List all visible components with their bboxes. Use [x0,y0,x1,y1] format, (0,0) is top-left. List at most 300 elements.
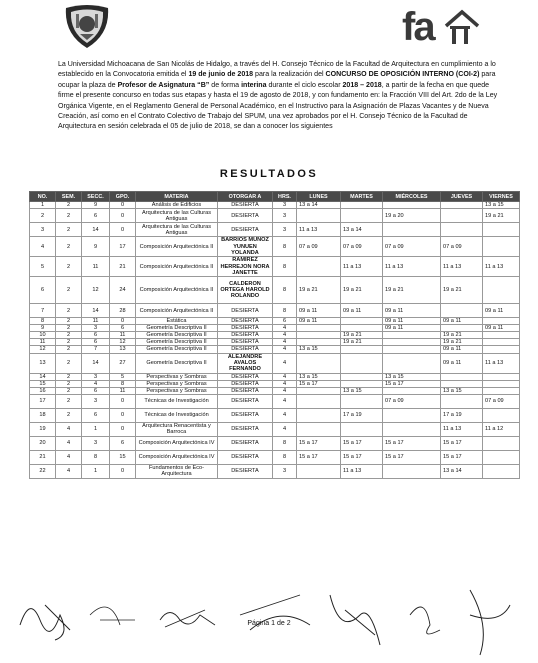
cell-gpo: 24 [110,277,136,304]
cell-sem: 2 [56,408,82,422]
cell-materia: Geometría Descriptiva II [136,339,218,346]
cell-materia: Geometría Descriptiva II [136,353,218,373]
cell-no: 6 [30,277,56,304]
cell-hrs: 8 [273,257,297,277]
cell-hrs: 8 [273,237,297,257]
cell-materia: Geometría Descriptiva II [136,325,218,332]
cell-materia: Arquitectura Renacentista y Barroca [136,422,218,436]
cell-vie [483,408,520,422]
cell-sem: 2 [56,346,82,353]
cell-hrs: 4 [273,380,297,387]
cell-hrs: 3 [273,202,297,209]
cell-mie: 15 a 17 [383,380,441,387]
cell-no: 9 [30,325,56,332]
cell-secc: 11 [82,318,110,325]
cell-mie [383,202,441,209]
cell-hrs: 4 [273,394,297,408]
cell-sem: 2 [56,237,82,257]
cell-mar: 09 a 11 [341,304,383,318]
column-header: NO. [30,192,56,202]
cell-secc: 6 [82,408,110,422]
cell-vie [483,436,520,450]
cell-lun: 13 a 15 [297,373,341,380]
cell-mar: 19 a 21 [341,332,383,339]
cell-jue [441,209,483,223]
cell-lun: 15 a 17 [297,436,341,450]
cell-lun: 15 a 17 [297,380,341,387]
cell-gpo: 27 [110,353,136,373]
cell-no: 14 [30,373,56,380]
cell-secc: 6 [82,339,110,346]
cell-hrs: 4 [273,346,297,353]
cell-gpo: 15 [110,450,136,464]
cell-secc: 1 [82,464,110,478]
cell-mar: 17 a 19 [341,408,383,422]
cell-jue: 11 a 13 [441,257,483,277]
cell-gpo: 11 [110,332,136,339]
cell-lun [297,353,341,373]
column-header: HRS. [273,192,297,202]
cell-sem: 2 [56,373,82,380]
cell-vie [483,277,520,304]
column-header: LUNES [297,192,341,202]
cell-jue: 11 a 13 [441,422,483,436]
cell-mie: 07 a 09 [383,394,441,408]
cell-hrs: 4 [273,339,297,346]
cell-vie: 11 a 13 [483,353,520,373]
cell-vie: 09 a 11 [483,325,520,332]
cell-secc: 11 [82,257,110,277]
table-row [30,209,520,223]
cell-no: 16 [30,387,56,394]
cell-no: 5 [30,257,56,277]
column-header: JUEVES [441,192,483,202]
cell-jue [441,223,483,237]
cell-jue: 19 a 21 [441,339,483,346]
cell-mie: 07 a 09 [383,237,441,257]
cell-mie: 09 a 11 [383,318,441,325]
cell-otorgar: DESIERTA [218,408,273,422]
table-header-row [30,192,520,202]
cell-otorgar: BARRIOS MUÑOZ YUNUEN YOLANDA [218,237,273,257]
cell-sem: 2 [56,277,82,304]
cell-secc: 4 [82,380,110,387]
cell-otorgar: DESIERTA [218,202,273,209]
cell-lun [297,209,341,223]
cell-otorgar: DESIERTA [218,339,273,346]
cell-secc: 3 [82,373,110,380]
cell-hrs: 4 [273,373,297,380]
cell-secc: 14 [82,304,110,318]
cell-mar [341,422,383,436]
cell-hrs: 8 [273,436,297,450]
cell-sem: 2 [56,209,82,223]
cell-gpo: 0 [110,422,136,436]
cell-sem: 2 [56,380,82,387]
cell-sem: 4 [56,436,82,450]
cell-mar: 13 a 14 [341,223,383,237]
column-header: OTORGAR A [218,192,273,202]
cell-hrs: 4 [273,353,297,373]
cell-jue: 13 a 15 [441,387,483,394]
cell-gpo: 0 [110,202,136,209]
cell-mie [383,422,441,436]
cell-mie: 13 a 15 [383,373,441,380]
cell-materia: Arquitectura de las Culturas Antiguas [136,223,218,237]
table-row [30,325,520,332]
cell-no: 4 [30,237,56,257]
cell-jue: 09 a 11 [441,318,483,325]
cell-materia: Geometría Descriptiva II [136,332,218,339]
cell-sem: 4 [56,464,82,478]
cell-secc: 9 [82,202,110,209]
cell-materia: Perspectivas y Sombras [136,373,218,380]
cell-secc: 6 [82,332,110,339]
table-row [30,237,520,257]
cell-materia: Estática [136,318,218,325]
cell-hrs: 8 [273,277,297,304]
cell-materia: Perspectivas y Sombras [136,387,218,394]
intro-text: de forma [209,81,242,89]
table-row [30,339,520,346]
cell-sem: 2 [56,223,82,237]
cell-sem: 2 [56,304,82,318]
cell-mie [383,223,441,237]
cell-no: 17 [30,394,56,408]
cell-mie: 19 a 20 [383,209,441,223]
cell-gpo: 0 [110,408,136,422]
page-number: Página 1 de 2 [247,620,291,627]
cell-mar [341,209,383,223]
table-row [30,304,520,318]
cell-gpo: 6 [110,436,136,450]
cell-vie [483,346,520,353]
cell-materia: Composición Arquitectónica II [136,277,218,304]
cell-mar: 19 a 21 [341,339,383,346]
cell-sem: 2 [56,332,82,339]
cell-mar [341,325,383,332]
intro-text: para ocupar la plaza de [58,71,496,89]
university-seal [62,4,112,50]
faculty-logo-text: fa [402,5,434,49]
cell-jue: 09 a 11 [441,353,483,373]
cell-vie: 11 a 12 [483,422,520,436]
cell-vie [483,237,520,257]
cell-mar [341,202,383,209]
cell-no: 12 [30,346,56,353]
cell-hrs: 4 [273,387,297,394]
cell-no: 2 [30,209,56,223]
cell-mar: 19 a 21 [341,277,383,304]
table-row [30,450,520,464]
cell-no: 18 [30,408,56,422]
cell-lun: 15 a 17 [297,450,341,464]
cell-otorgar: DESIERTA [218,387,273,394]
table-row [30,464,520,478]
cell-lun: 09 a 11 [297,318,341,325]
cell-otorgar: DESIERTA [218,464,273,478]
table-row [30,223,520,237]
cell-lun [297,257,341,277]
cell-mar: 11 a 13 [341,464,383,478]
cell-materia: Técnicas de Investigación [136,394,218,408]
concurso-name: CONCURSO DE OPOSICIÓN INTERNO (COI-2) [325,71,480,79]
cell-vie [483,332,520,339]
cell-lun: 07 a 09 [297,237,341,257]
cell-secc: 3 [82,394,110,408]
cell-hrs: 8 [273,450,297,464]
cell-materia: Arquitectura de las Culturas Antiguas [136,209,218,223]
table-row [30,394,520,408]
cell-vie [483,318,520,325]
cell-otorgar: RAMIREZ HERREJON NORA JANETTE [218,257,273,277]
cell-vie: 07 a 09 [483,394,520,408]
cell-materia: Composición Arquitectónica II [136,237,218,257]
results-table [29,191,520,479]
column-header: MIÉRCOLES [383,192,441,202]
cell-gpo: 12 [110,339,136,346]
cell-jue [441,304,483,318]
forma-label: interina [241,81,267,89]
column-header: MATERIA [136,192,218,202]
cell-materia: Composición Arquitectónica II [136,304,218,318]
cell-secc: 14 [82,353,110,373]
cell-otorgar: DESIERTA [218,209,273,223]
cell-vie: 13 a 15 [483,202,520,209]
cell-secc: 9 [82,237,110,257]
cell-mar [341,380,383,387]
cell-no: 1 [30,202,56,209]
cell-hrs: 8 [273,304,297,318]
cell-otorgar: DESIERTA [218,304,273,318]
cell-materia: Perspectivas y Sombras [136,380,218,387]
cell-sem: 2 [56,394,82,408]
cell-mie [383,387,441,394]
cell-mie: 19 a 21 [383,277,441,304]
column-header: SECC. [82,192,110,202]
cell-secc: 7 [82,346,110,353]
cell-jue: 15 a 17 [441,450,483,464]
cell-otorgar: DESIERTA [218,223,273,237]
cell-lun [297,387,341,394]
cell-mar [341,346,383,353]
intro-text: durante el ciclo escolar [266,81,343,89]
cell-sem: 2 [56,353,82,373]
cell-vie [483,450,520,464]
cell-lun [297,325,341,332]
cell-no: 20 [30,436,56,450]
cell-secc: 6 [82,209,110,223]
cell-no: 13 [30,353,56,373]
faculty-logo [402,4,480,50]
table-row [30,408,520,422]
cell-vie: 09 a 11 [483,304,520,318]
convocatoria-date: 19 de junio de 2018 [188,71,254,79]
cell-otorgar: DESIERTA [218,346,273,353]
column-header: MARTES [341,192,383,202]
cell-hrs: 4 [273,408,297,422]
cell-mar: 15 a 17 [341,450,383,464]
cell-materia: Composición Arquitectónica IV [136,450,218,464]
ciclo-label: 2018 – 2018 [342,81,382,89]
table-row [30,202,520,209]
cell-materia: Composición Arquitectónica IV [136,436,218,450]
cell-otorgar: ALEJANDRE AVALOS FERNANDO [218,353,273,373]
cell-jue: 15 a 17 [441,436,483,450]
cell-mar [341,373,383,380]
cell-jue [441,202,483,209]
cell-mie [383,339,441,346]
cell-jue [441,325,483,332]
cell-no: 3 [30,223,56,237]
cell-mar [341,394,383,408]
cell-gpo: 5 [110,373,136,380]
table-row [30,436,520,450]
cell-secc: 12 [82,277,110,304]
cell-gpo: 28 [110,304,136,318]
cell-secc: 6 [82,387,110,394]
cell-secc: 3 [82,436,110,450]
cell-no: 8 [30,318,56,325]
cell-jue: 13 a 14 [441,464,483,478]
cell-otorgar: DESIERTA [218,450,273,464]
cell-otorgar: DESIERTA [218,373,273,380]
cell-vie [483,223,520,237]
cell-lun [297,422,341,436]
cell-otorgar: DESIERTA [218,318,273,325]
cell-gpo: 0 [110,223,136,237]
cell-mar [341,318,383,325]
intro-paragraph [58,60,498,133]
cell-mie: 09 a 11 [383,304,441,318]
intro-text: La Universidad Michoacana de San Nicolás de Hidalgo, a través del H. Consejo Técnico de la Facultad de Arquitectura en cumplimiento a lo establecido en la Convocatoria emitida el [58,61,496,79]
cell-otorgar: DESIERTA [218,436,273,450]
cell-gpo: 21 [110,257,136,277]
cell-gpo: 6 [110,325,136,332]
cell-mar [341,353,383,373]
table-row [30,257,520,277]
cell-gpo: 11 [110,387,136,394]
cell-hrs: 3 [273,209,297,223]
cell-lun: 11 a 13 [297,223,341,237]
cell-mar: 13 a 15 [341,387,383,394]
cell-no: 7 [30,304,56,318]
cell-lun [297,408,341,422]
cell-jue [441,380,483,387]
cell-materia: Técnicas de Investigación [136,408,218,422]
cell-vie [483,464,520,478]
cell-hrs: 4 [273,325,297,332]
cell-vie [483,373,520,380]
cell-lun: 19 a 21 [297,277,341,304]
cell-no: 19 [30,422,56,436]
column-header: GPO. [110,192,136,202]
cell-lun: 13 a 15 [297,346,341,353]
cell-no: 10 [30,332,56,339]
cell-vie: 11 a 13 [483,257,520,277]
table-row [30,353,520,373]
table-row [30,422,520,436]
cell-materia: Análisis de Edificios [136,202,218,209]
table-body [30,202,520,479]
cell-jue: 09 a 11 [441,346,483,353]
table-row [30,332,520,339]
cell-otorgar: DESIERTA [218,380,273,387]
cell-gpo: 8 [110,380,136,387]
cell-sem: 2 [56,202,82,209]
table-row [30,277,520,304]
column-header: SEM. [56,192,82,202]
cell-lun: 13 a 14 [297,202,341,209]
cell-vie: 19 a 21 [483,209,520,223]
results-title: RESULTADOS [219,168,319,180]
cell-jue: 17 a 19 [441,408,483,422]
cell-sem: 2 [56,339,82,346]
cell-secc: 3 [82,325,110,332]
cell-mie [383,353,441,373]
cell-lun [297,394,341,408]
plaza-name: Profesor de Asignatura “B” [117,81,210,89]
cell-otorgar: DESIERTA [218,325,273,332]
table-row [30,346,520,353]
cell-mie [383,464,441,478]
cell-jue: 07 a 09 [441,237,483,257]
cell-jue: 19 a 21 [441,277,483,304]
cell-sem: 2 [56,257,82,277]
cell-mie: 15 a 17 [383,436,441,450]
cell-hrs: 4 [273,332,297,339]
cell-mar: 07 a 09 [341,237,383,257]
cell-gpo: 17 [110,237,136,257]
cell-secc: 8 [82,450,110,464]
cell-vie [483,387,520,394]
table-row [30,318,520,325]
cell-mie [383,346,441,353]
cell-no: 11 [30,339,56,346]
cell-lun [297,339,341,346]
cell-materia: Geometría Descriptiva II [136,346,218,353]
cell-mie: 11 a 13 [383,257,441,277]
cell-jue [441,373,483,380]
cell-mie: 09 a 11 [383,325,441,332]
cell-mie: 15 a 17 [383,450,441,464]
cell-mar: 15 a 17 [341,436,383,450]
cell-otorgar: DESIERTA [218,394,273,408]
cell-secc: 1 [82,422,110,436]
cell-otorgar: DESIERTA [218,332,273,339]
table-row [30,373,520,380]
cell-gpo: 0 [110,209,136,223]
cell-gpo: 0 [110,394,136,408]
cell-secc: 14 [82,223,110,237]
cell-sem: 4 [56,422,82,436]
cell-otorgar: CALDERON ORTEGA HAROLD ROLANDO [218,277,273,304]
cell-sem: 4 [56,450,82,464]
cell-mie [383,408,441,422]
cell-jue [441,394,483,408]
cell-gpo: 0 [110,318,136,325]
table-row [30,387,520,394]
cell-hrs: 6 [273,318,297,325]
cell-sem: 2 [56,387,82,394]
cell-hrs: 4 [273,422,297,436]
cell-mar: 11 a 13 [341,257,383,277]
cell-sem: 2 [56,325,82,332]
cell-hrs: 3 [273,223,297,237]
cell-no: 21 [30,450,56,464]
cell-gpo: 0 [110,464,136,478]
cell-mie [383,332,441,339]
